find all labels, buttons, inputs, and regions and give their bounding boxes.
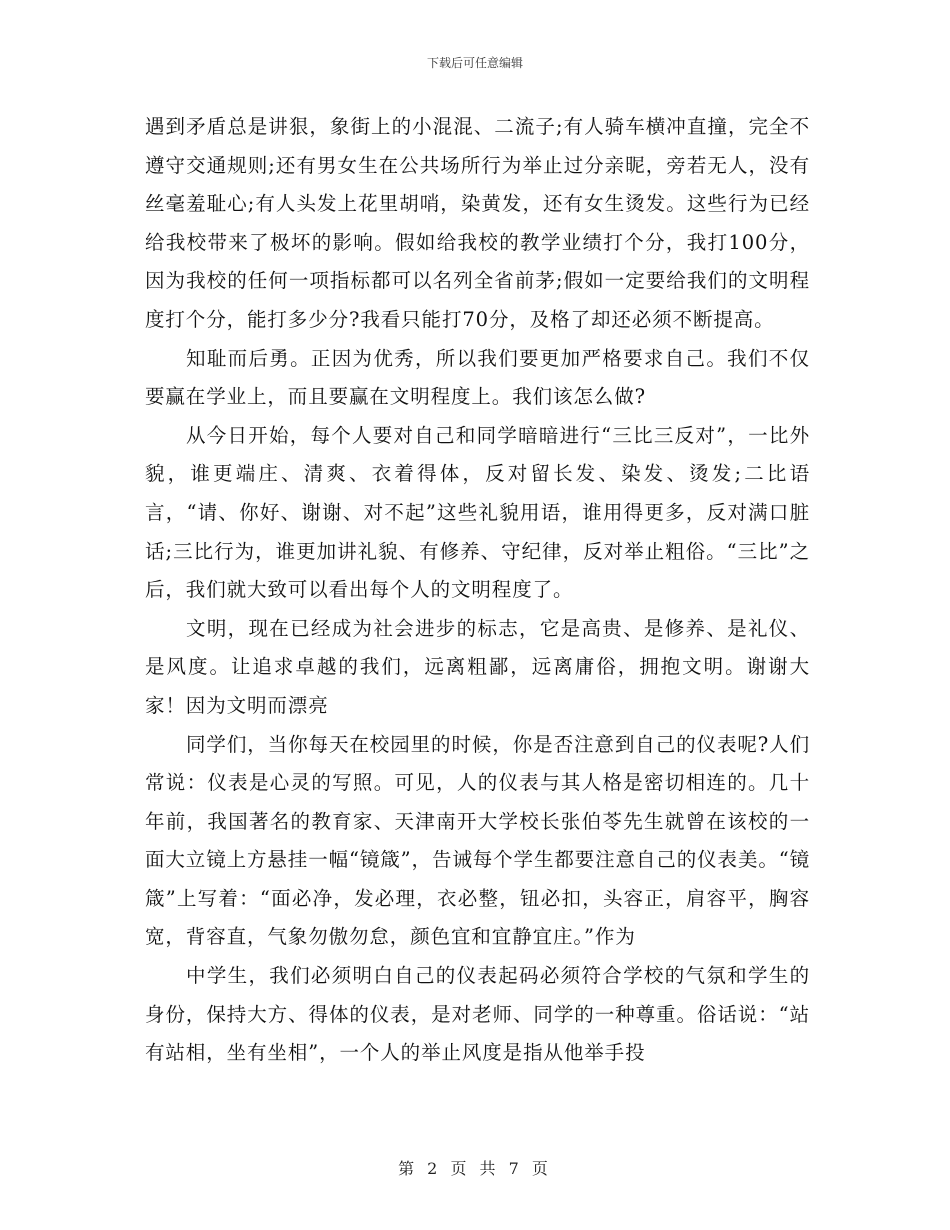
page-number-footer: 第 2 页 共 7 页	[398, 1159, 552, 1178]
paragraph-4: 文明，现在已经成为社会进步的标志，它是高贵、是修养、是礼仪、是风度。让追求卓越的我们，远离粗鄙，远离庸俗，拥抱文明。谢谢大家！因为文明而漂亮	[145, 616, 810, 717]
paragraph-3: 从今日开始，每个人要对自己和同学暗暗进行“三比三反对”，一比外貌，谁更端庄、清爽、衣着得体，反对留长发、染发、烫发;二比语言，“请、你好、谢谢、对不起”这些礼貌用语，谁用得更多，反对满口脏话;三比行为，谁更加讲礼貌、有修养、守纪律，反对举止粗俗。“三比”之后，我们就大致可以看出每个人的文明程度了。	[145, 423, 810, 602]
paragraph-1: 遇到矛盾总是讲狠，象街上的小混混、二流子;有人骑车横冲直撞，完全不遵守交通规则;还有男女生在公共场所行为举止过分亲昵，旁若无人，没有丝毫羞耻心;有人头发上花里胡哨，染黄发，还有女生烫发。这些行为已经给我校带来了极坏的影响。假如给我校的教学业绩打个分，我打100分，因为我校的任何一项指标都可以名列全省前茅;假如一定要给我们的文明程度打个分，能打多少分?我看只能打70分，及格了却还必须不断提高。	[145, 115, 810, 331]
paragraph-6: 中学生，我们必须明白自己的仪表起码必须符合学校的气氛和学生的身份，保持大方、得体的仪表，是对老师、同学的一种尊重。俗话说：“站有站相，坐有坐相”，一个人的举止风度是指从他举手投	[145, 964, 810, 1065]
page-header: 下载后可任意编辑	[426, 56, 523, 70]
paragraph-2: 知耻而后勇。正因为优秀，所以我们要更加严格要求自己。我们不仅要赢在学业上，而且要赢在文明程度上。我们该怎么做?	[145, 346, 810, 409]
paragraph-5: 同学们，当你每天在校园里的时候，你是否注意到自己的仪表呢?人们常说：仪表是心灵的写照。可见，人的仪表与其人格是密切相连的。几十年前，我国著名的教育家、天津南开大学校长张伯苓先生就曾在该校的一面大立镜上方悬挂一幅“镜箴”，告诫每个学生都要注意自己的仪表美。“镜箴”上写着：“面必净，发必理，衣必整，钮必扣，头容正，肩容平，胸容宽，背容直，气象勿傲勿怠，颜色宜和宜静宜庄。”作为	[145, 732, 811, 949]
document-body	[145, 108, 810, 1073]
